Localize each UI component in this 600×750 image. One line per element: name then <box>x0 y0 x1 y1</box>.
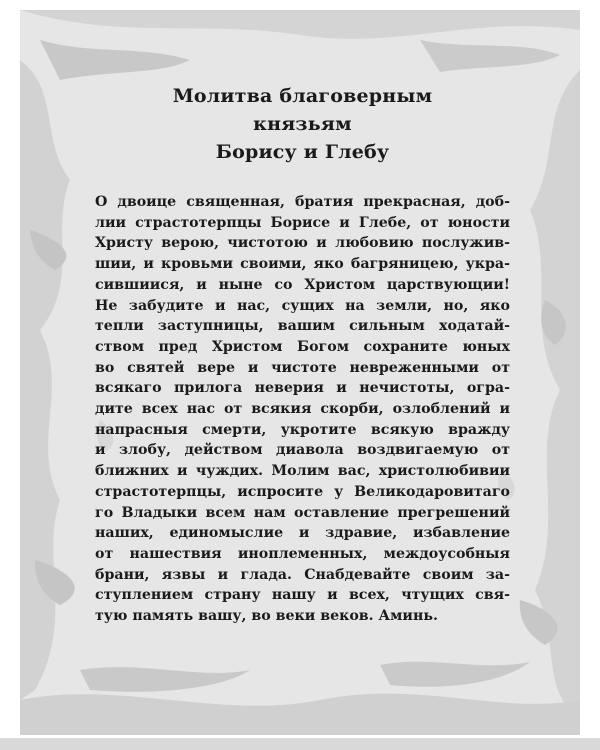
title-line-2: князьям <box>253 113 352 135</box>
prayer-text <box>95 192 510 627</box>
prayer-line: страстотерпцы, испросите у Великодаровитаго <box>95 483 510 500</box>
prayer-line: тую память вашу, во веки веков. Аминь. <box>95 608 438 625</box>
prayer-line: брани, язвы и глада. Снабдевайте своим за- <box>95 566 510 583</box>
prayer-line: и злобу, действом диавола воздвигаемую от <box>95 442 510 459</box>
prayer-line: шии, и кровьми своими, яко багряницею, укра- <box>95 256 510 273</box>
prayer-line: О двоице священная, братия прекрасная, доб- <box>95 194 510 210</box>
prayer-line: сившиися, и ныне со Христом царствующии! <box>95 276 510 293</box>
prayer-line: напрасныя смерти, укротите всякую вражду <box>95 421 510 438</box>
prayer-line: ступлением страну нашу и всех, чтущих свя- <box>95 587 510 604</box>
prayer-line: дите всех нас от всякия скорби, озлоблений и <box>95 401 510 418</box>
prayer-line: ством пред Христом Богом сохраните юных <box>95 338 510 355</box>
prayer-line: ближних и чуждих. Молим вас, христолюбивии <box>95 463 510 480</box>
bottom-strip <box>0 738 600 750</box>
prayer-title <box>95 82 510 166</box>
prayer-line: Христу верою, чистотою и любовию послужив- <box>95 235 510 252</box>
title-line-3: Борису и Глебу <box>215 141 390 163</box>
prayer-content <box>95 82 510 627</box>
prayer-line: Не забудите и нас, сущих на земли, но, яко <box>95 297 510 314</box>
prayer-line: наших, единомыслие и здравие, избавление <box>95 525 510 542</box>
prayer-line: го Владыки всем нам оставление прегрешений <box>95 504 510 521</box>
prayer-line: лии страстотерпцы Борисе и Глебе, от юности <box>95 214 510 231</box>
prayer-line: тепли заступницы, вашим сильным ходатай- <box>95 318 510 335</box>
prayer-line: во святей вере и чистоте невреженными от <box>95 359 510 376</box>
prayer-line: всякаго прилога неверия и нечистоты, огра- <box>95 380 510 397</box>
title-line-1: Молитва благоверным <box>172 85 433 107</box>
prayer-line: от нашествия иноплеменных, междоусобныя <box>95 545 510 562</box>
